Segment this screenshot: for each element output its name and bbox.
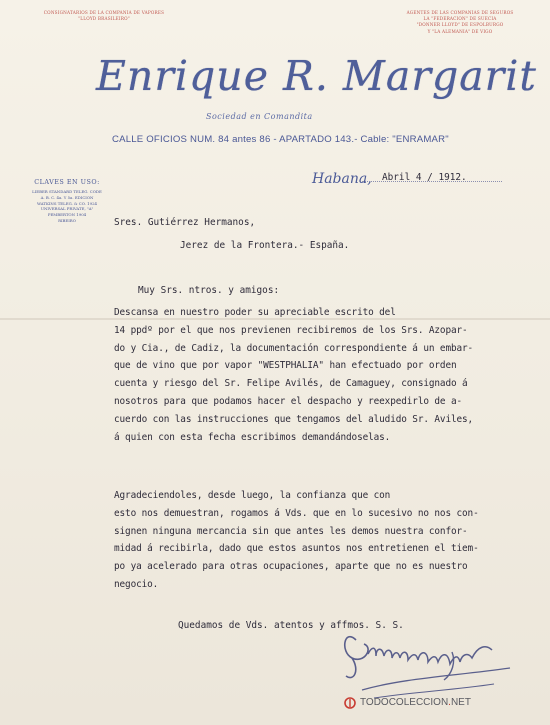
code-line: RIBEIRO	[58, 217, 76, 223]
text-line: que de vino que por vapor "WESTPHALIA" han efectuado por orden	[114, 360, 457, 372]
text-line: cuerdo con las instrucciones que tengamos del aludido Sr. Aviles,	[114, 413, 474, 425]
letter-city: Habana,	[312, 171, 372, 187]
salutation: Muy Srs. ntros. y amigos:	[138, 285, 280, 296]
text-line: signen ninguna mercancia sin que antes les demos nuestra confor-	[114, 525, 468, 537]
note-line: AGENTES DE LAS COMPAÑIAS DE SEGUROS	[406, 10, 514, 15]
todocoleccion-logo-icon	[344, 697, 356, 709]
note-line: Y "LA ALEMANIA" DE VIGO	[427, 28, 493, 34]
note-line: LA "FEDERACION" DE SUECIA	[423, 16, 497, 22]
text-line: po ya acelerado para otras ocupaciones, aparte que no es nuestro	[114, 561, 468, 573]
text-line: 14 ppdº por el que nos previenen recibiremos de los Srs. Azopar-	[114, 324, 468, 336]
text-line: á quien con esta fecha escribimos demandándoselas.	[114, 431, 391, 443]
code-line: A. B. C. 4a. Y 5a. EDICION	[40, 194, 94, 200]
code-line: WATKINS TELEG. & CO. 1924	[36, 200, 98, 206]
closing: Quedamos de Vds. atentos y affmos. S. S.	[178, 620, 404, 631]
company-type: Sociedad en Comandita	[206, 112, 313, 121]
text-line: nosotros para que podamos hacer el despacho y reexpedirlo de a-	[114, 395, 463, 407]
insurance-agent-note	[390, 10, 530, 35]
handwritten-signature	[334, 618, 524, 706]
watermark-pre: TODOCOLECCION	[360, 697, 449, 708]
text-line: midad á recibirla, dado que estos asuntos nos entretienen el tiem-	[114, 543, 479, 555]
text-line: Descansa en nuestro poder su apreciable escrito del	[114, 307, 396, 318]
text-line: negocio.	[114, 578, 159, 590]
shipping-agent-note	[34, 10, 174, 22]
watermark	[360, 697, 471, 708]
recipient-name: Sres. Gutiérrez Hermanos,	[114, 217, 256, 228]
telegraph-codes	[22, 178, 112, 224]
text-line: Agradeciendoles, desde luego, la confianza que con	[114, 490, 391, 501]
code-line: LIEBER STANDARD TELEG. CODE	[32, 189, 102, 194]
code-line: PEMBERTON 1904	[47, 212, 87, 218]
company-name-logo: Enrique R. Margarit	[96, 52, 537, 100]
paragraph-2	[114, 487, 522, 594]
watermark-dot: .	[448, 697, 451, 708]
text-line: cuenta y riesgo del Sr. Felipe Avilés, de Camaguey, consignado á	[114, 378, 468, 390]
note-line: "DONNER LLOYD" DE ESPOLBURGO	[416, 22, 504, 28]
note-line: "LLOYD BRASILEIRO"	[78, 16, 130, 22]
codes-title: CLAVES EN USO:	[34, 178, 100, 186]
paragraph-1	[114, 304, 522, 446]
watermark-post: NET	[450, 697, 471, 708]
company-address: CALLE OFICIOS NUM. 84 antes 86 - APARTADO 143.- Cable: "ENRAMAR"	[112, 134, 449, 145]
code-line: UNIVERSAL PRIVATE, "A"	[40, 206, 94, 212]
note-line: CONSIGNATARIOS DE LA COMPAÑIA DE VAPORES	[43, 10, 165, 15]
text-line: esto nos demuestran, rogamos á Vds. que en lo sucesivo no nos con-	[114, 507, 479, 519]
recipient-location: Jerez de la Frontera.- España.	[180, 240, 350, 251]
text-line: do y Cia., de Cadiz, la documentación correspondiente á un embar-	[114, 342, 474, 354]
letter-date: Abril 4 / 1912.	[382, 172, 467, 183]
